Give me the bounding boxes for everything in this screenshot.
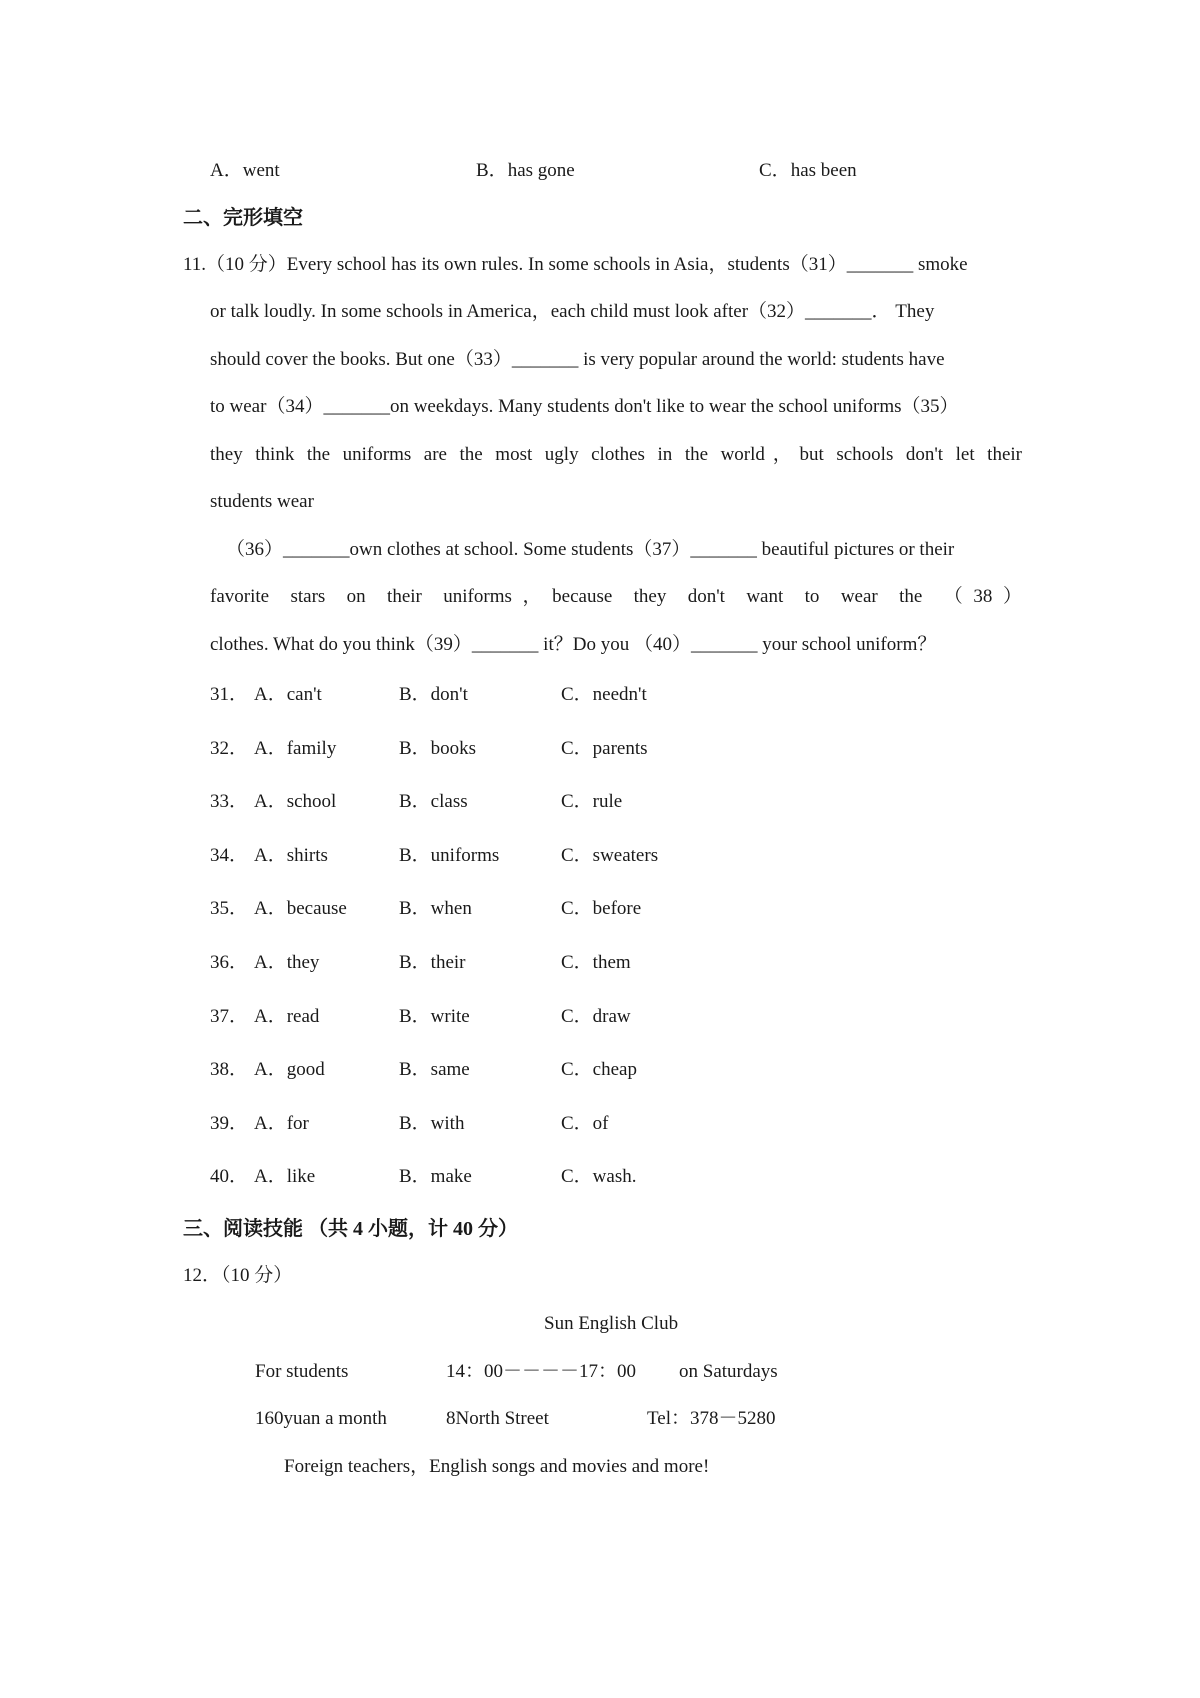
club-time: 14：00－－－－17：00 (446, 1361, 637, 1382)
cloze-option-b: B．same (399, 1059, 470, 1081)
cloze-option-number: 37． (210, 1005, 249, 1027)
section2-heading: 二、完形填空 (183, 207, 303, 229)
q11-line4: to wear（34）_______on weekdays. Many students don't like to wear the school uniforms（35） (210, 396, 959, 417)
cloze-option-b: B．don't (399, 684, 468, 705)
cloze-option-a: A．they (254, 952, 320, 973)
option-a-text: went (242, 160, 280, 181)
club-for-students: For students (255, 1361, 349, 1382)
cloze-option-c: C．of (561, 1112, 609, 1134)
q11-line7: （36）_______own clothes at school. Some students（37）_______ beautiful pictures or their (226, 539, 955, 560)
cloze-option-number: 34． (210, 844, 249, 866)
option-b-letter: B． (476, 160, 508, 181)
section3-heading: 三、阅读技能 （共 4 小题，计 40 分） (183, 1218, 518, 1240)
cloze-option-c: C．before (561, 898, 642, 920)
cloze-option-a: A．school (254, 791, 337, 813)
cloze-option-number: 40． (210, 1166, 249, 1188)
cloze-option-b: B．make (399, 1166, 472, 1188)
q11-line3: should cover the books. But one（33）_______ is very popular around the world: students have (210, 349, 945, 370)
cloze-option-c: C．wash. (561, 1166, 637, 1188)
cloze-option-a: A．like (254, 1166, 316, 1188)
cloze-option-c: C．needn't (561, 684, 647, 705)
cloze-option-number: 32． (210, 737, 249, 759)
club-tel: Tel：378－5280 (647, 1408, 776, 1429)
cloze-option-b: B．with (399, 1112, 465, 1134)
cloze-option-a: A．for (254, 1112, 309, 1134)
cloze-option-b: B．when (399, 898, 472, 920)
cloze-option-a: A．family (254, 737, 337, 759)
q11-line2: or talk loudly. In some schools in America，each child must look after（32）_______． They (210, 301, 935, 322)
option-c-text: has been (790, 160, 857, 181)
cloze-option-number: 39． (210, 1112, 249, 1134)
club-title: Sun English Club (544, 1313, 679, 1334)
q11-line9: clothes. What do you think（39）_______ it？Do you （40）_______ your school uniform？ (210, 634, 937, 655)
cloze-option-c: C．draw (561, 1005, 631, 1027)
club-features: Foreign teachers，English songs and movies and more! (284, 1456, 710, 1477)
cloze-option-b: B．class (399, 791, 468, 813)
q11-line8: favorite stars on their uniforms，because they don't want to wear the （38） (210, 586, 1022, 607)
cloze-option-a: A．shirts (254, 844, 328, 866)
cloze-option-a: A．read (254, 1005, 320, 1027)
cloze-option-a: A．because (254, 898, 347, 920)
option-b-text: has gone (507, 160, 575, 181)
option-b (476, 159, 575, 183)
q12-label: 12．（10 分） (183, 1265, 293, 1286)
cloze-option-c: C．parents (561, 737, 648, 759)
cloze-option-c: C．sweaters (561, 844, 659, 866)
cloze-option-b: B．books (399, 737, 477, 759)
cloze-option-number: 36． (210, 952, 249, 973)
club-days: on Saturdays (679, 1361, 778, 1382)
option-a-letter: A． (210, 160, 243, 181)
cloze-option-number: 33． (210, 791, 249, 813)
q11-line6: students wear (210, 491, 314, 512)
option-c (759, 159, 857, 183)
option-a (210, 159, 280, 183)
q11-line1: 11.（10 分）Every school has its own rules. In some schools in Asia，students（31）_______ smoke (183, 254, 968, 275)
cloze-option-b: B．uniforms (399, 844, 500, 866)
club-address: 8North Street (446, 1408, 549, 1429)
cloze-option-number: 38． (210, 1059, 249, 1081)
option-c-letter: C． (759, 160, 791, 181)
cloze-option-number: 35． (210, 898, 249, 920)
cloze-option-c: C．cheap (561, 1059, 637, 1081)
cloze-option-a: A．can't (254, 684, 322, 705)
cloze-option-a: A．good (254, 1059, 325, 1081)
cloze-option-b: B．write (399, 1005, 470, 1027)
cloze-option-c: C．rule (561, 791, 623, 813)
cloze-option-c: C．them (561, 952, 631, 973)
club-price: 160yuan a month (255, 1408, 387, 1429)
cloze-option-b: B．their (399, 952, 466, 973)
q11-line5: they think the uniforms are the most ugly clothes in the world，but schools don't let their (210, 444, 1022, 465)
cloze-option-number: 31． (210, 684, 249, 705)
